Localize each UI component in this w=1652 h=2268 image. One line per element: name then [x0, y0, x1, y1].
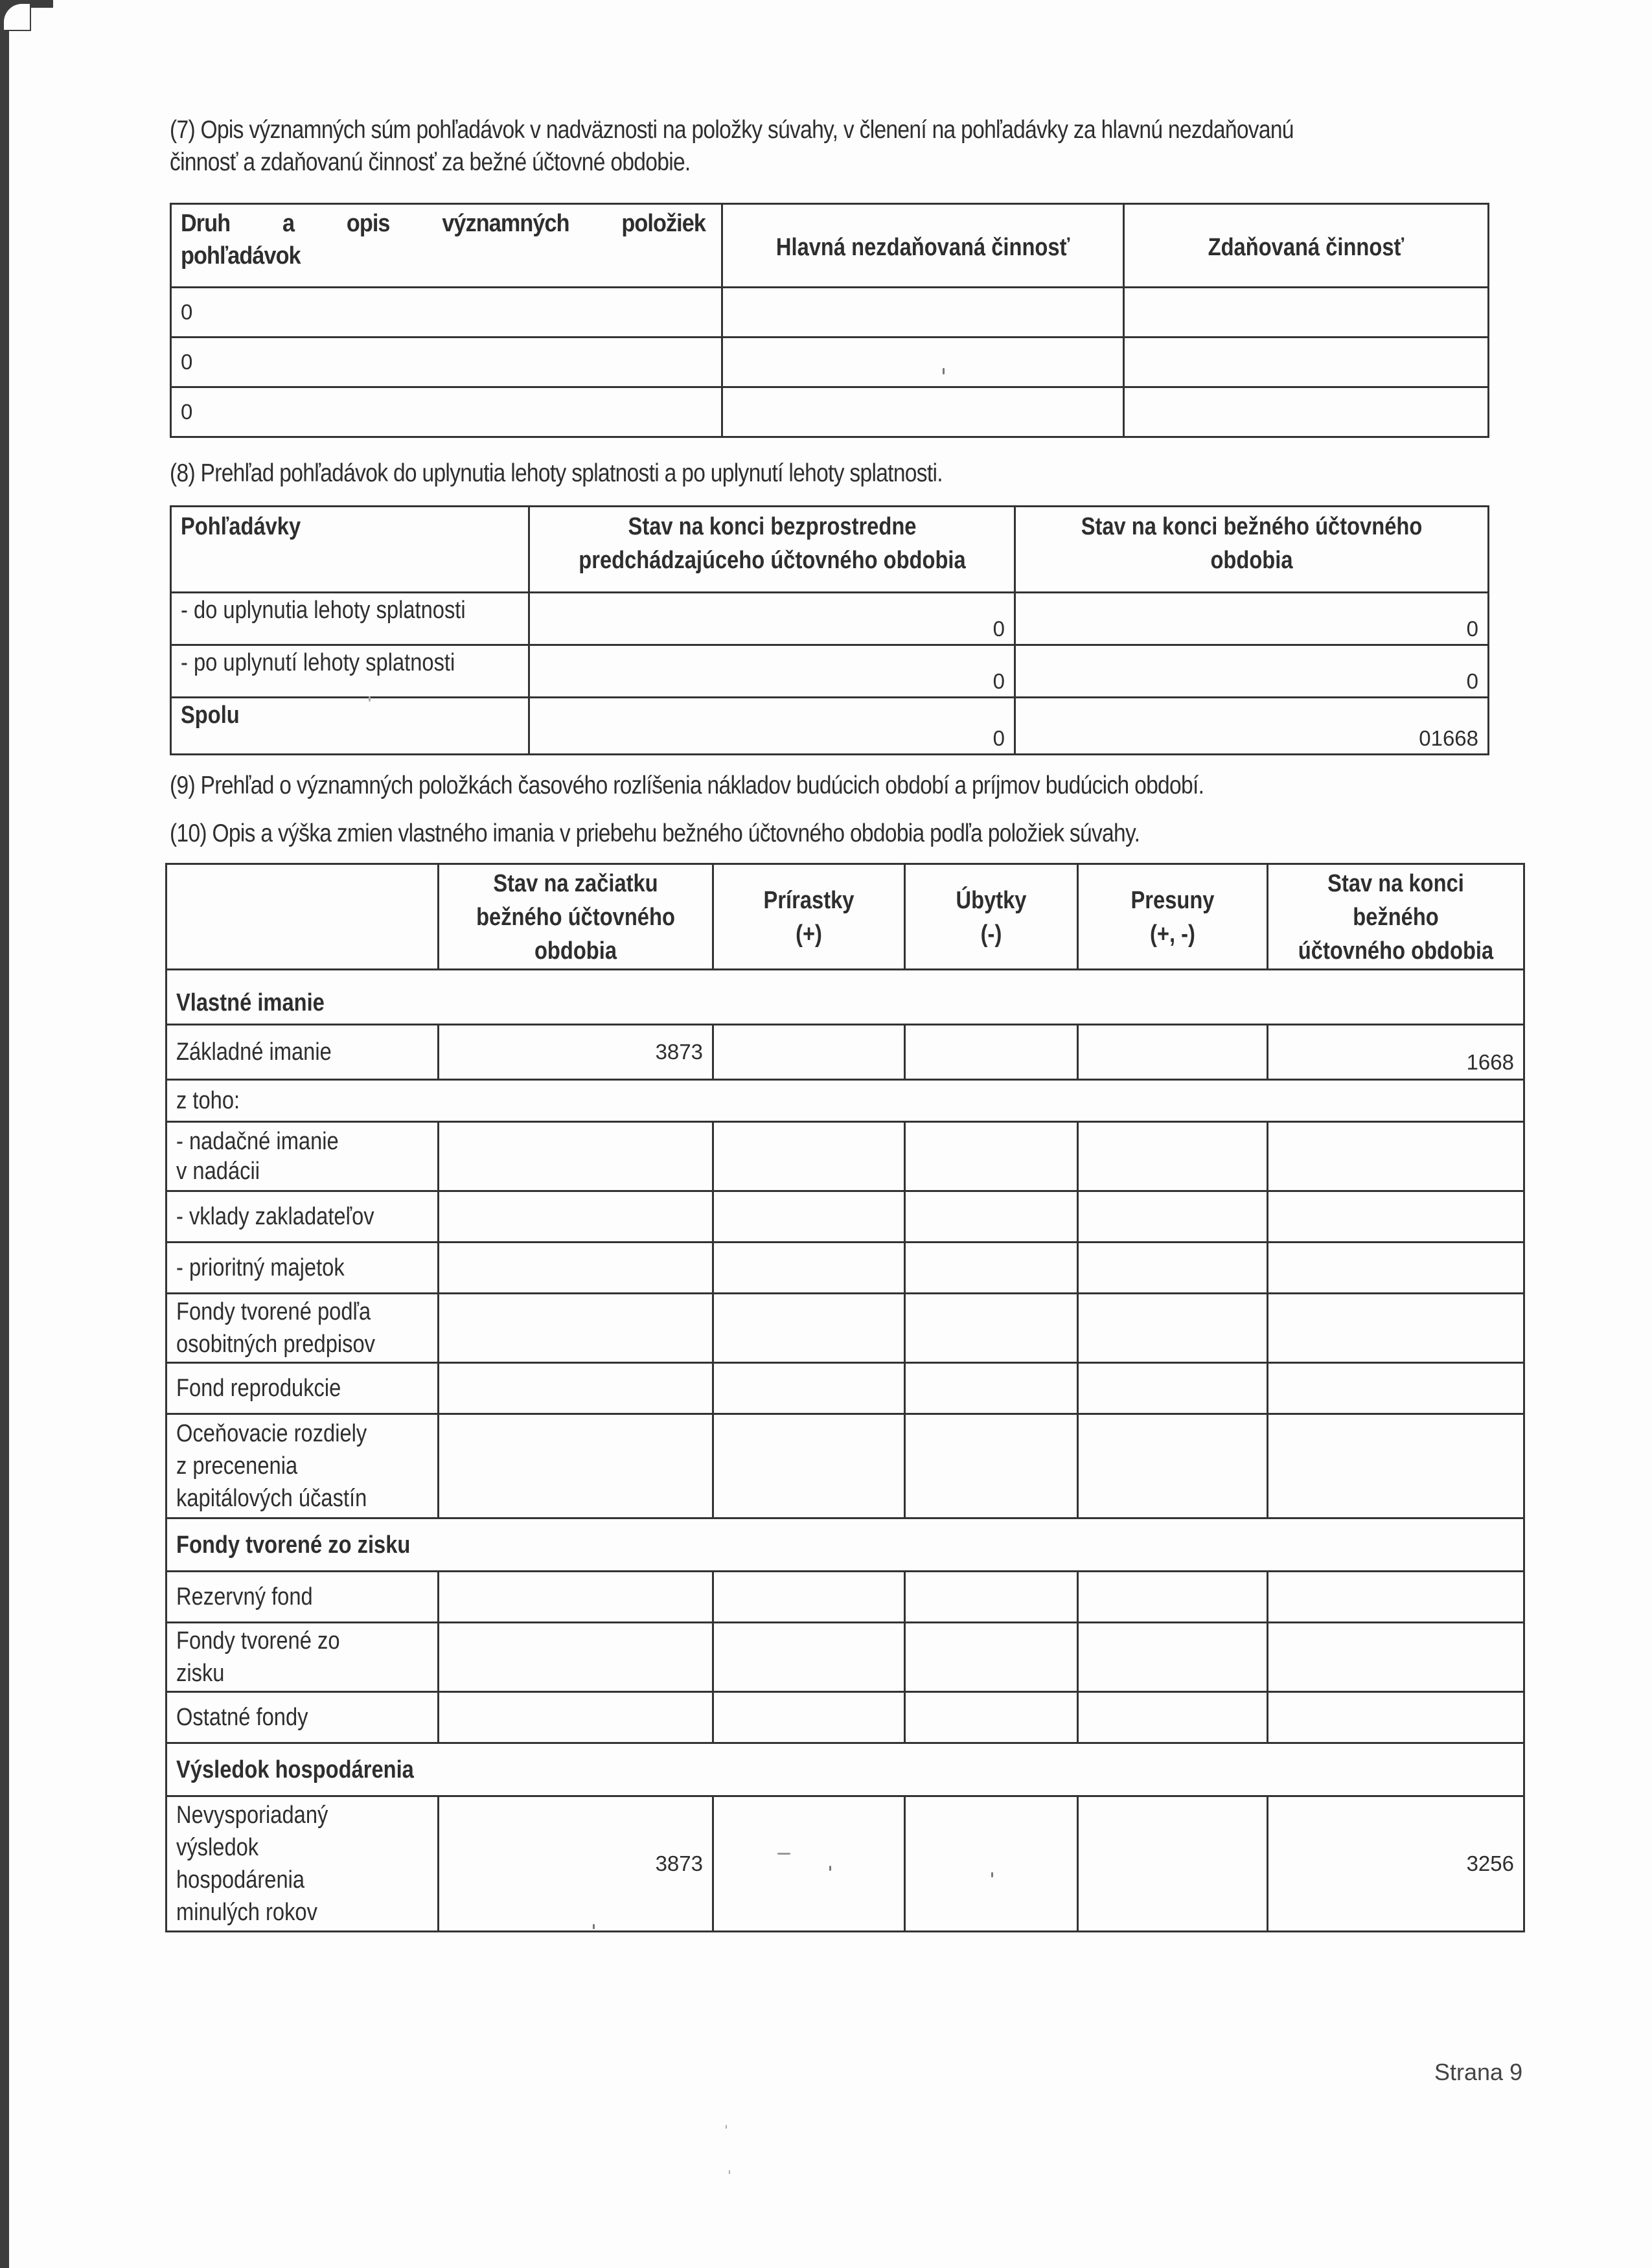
table-row [166, 1122, 1524, 1191]
cell-start [439, 1122, 713, 1191]
table-cell: 01668 [1015, 698, 1489, 755]
cell-additions [713, 1796, 905, 1932]
cell-transfers [1078, 1191, 1268, 1243]
row-label: - vklady zakladateľov [166, 1191, 439, 1243]
cell-reductions [905, 1294, 1078, 1363]
table-cell [722, 387, 1124, 437]
cell-additions [713, 1414, 905, 1518]
table-row [171, 645, 1489, 698]
cell-start: 3873 [439, 1796, 713, 1932]
row-label: Fondy tvorené zo zisku [166, 1623, 439, 1692]
section-row-equity [166, 970, 1524, 1025]
row-label: - nadačné imanie v nadácii [166, 1122, 439, 1191]
cell-reductions [905, 1191, 1078, 1243]
table-row [166, 1414, 1524, 1518]
cell-additions [713, 1572, 905, 1623]
table-cell: 0 [1015, 645, 1489, 698]
cell-additions [713, 1243, 905, 1294]
header-cell: Zdaňovaná činnosť [1124, 204, 1489, 288]
cell-reductions [905, 1572, 1078, 1623]
section-label: Fondy tvorené zo zisku [166, 1518, 1524, 1572]
cell-start [439, 1294, 713, 1363]
header-cell: Stav na konci bežného účtovného obdobia [1015, 507, 1489, 593]
table-cell: 0 [171, 338, 722, 387]
section-label: Vlastné imanie [166, 970, 1524, 1025]
cell-end [1268, 1623, 1524, 1692]
table-row [171, 338, 1489, 387]
cell-reductions [905, 1122, 1078, 1191]
row-label: Fond reprodukcie [166, 1363, 439, 1414]
section-label: Výsledok hospodárenia [166, 1743, 1524, 1796]
cell-additions [713, 1191, 905, 1243]
row-label: Oceňovacie rozdiely z precenenia kapitálových účastín [166, 1414, 439, 1518]
row-label: z toho: [166, 1080, 1524, 1122]
cell-start [439, 1623, 713, 1692]
cell-reductions [905, 1623, 1078, 1692]
row-label: - prioritný majetok [166, 1243, 439, 1294]
table-row [166, 1080, 1524, 1122]
cell-additions [713, 1025, 905, 1080]
cell-end [1268, 1572, 1524, 1623]
cell-start [439, 1414, 713, 1518]
table-row [166, 1623, 1524, 1692]
cell-additions [713, 1623, 905, 1692]
section-row-result [166, 1743, 1524, 1796]
cell-end [1268, 1692, 1524, 1743]
page-number: Strana 9 [1434, 2059, 1523, 2085]
header-cell: Pohľadávky [171, 507, 529, 593]
header-cell-end: Stav na konci bežného účtovného obdobia [1268, 864, 1524, 970]
cell-start [439, 1572, 713, 1623]
table-row [171, 593, 1489, 645]
cell-reductions [905, 1414, 1078, 1518]
cell-end: 1668 [1268, 1025, 1524, 1080]
table-row [166, 1363, 1524, 1414]
cell-end [1268, 1191, 1524, 1243]
cell-transfers [1078, 1414, 1268, 1518]
table-row [166, 1692, 1524, 1743]
table-cell: - do uplynutia lehoty splatnosti [171, 593, 529, 645]
cell-reductions [905, 1796, 1078, 1932]
row-label: Základné imanie [166, 1025, 439, 1080]
row-label: Nevysporiadaný výsledok hospodárenia minulých rokov [166, 1796, 439, 1932]
table-row [166, 1796, 1524, 1932]
cell-transfers [1078, 1294, 1268, 1363]
section-row-profit-funds [166, 1518, 1524, 1572]
header-cell-additions: Prírastky (+) [713, 864, 905, 970]
equity-changes-table [165, 863, 1525, 1932]
cell-end [1268, 1243, 1524, 1294]
cell-reductions [905, 1243, 1078, 1294]
row-label: Rezervný fond [166, 1572, 439, 1623]
table-row [171, 698, 1489, 755]
cell-additions [713, 1122, 905, 1191]
table-header-row [166, 864, 1524, 970]
header-cell: Hlavná nezdaňovaná činnosť [722, 204, 1124, 288]
table-cell [1124, 338, 1489, 387]
table-cell: - po uplynutí lehoty splatnosti [171, 645, 529, 698]
section7-heading-line2: činnosť a zdaňovanú činnosť za bežné účtovné obdobie. [170, 148, 691, 176]
table-row [166, 1191, 1524, 1243]
cell-end [1268, 1122, 1524, 1191]
table-cell [1124, 288, 1489, 338]
table-cell: 0 [171, 387, 722, 437]
cell-start [439, 1243, 713, 1294]
table-row [171, 288, 1489, 338]
section8-heading: (8) Prehľad pohľadávok do uplynutia lehoty splatnosti a po uplynutí lehoty splatnosti. [170, 459, 943, 487]
cell-additions [713, 1692, 905, 1743]
table-header-row [171, 507, 1489, 593]
table-row [166, 1294, 1524, 1363]
cell-transfers [1078, 1122, 1268, 1191]
table-cell: Spolu [171, 698, 529, 755]
receivables-maturity-table [170, 505, 1489, 755]
section7-heading-line1: (7) Opis významných súm pohľadávok v nadväznosti na položky súvahy, v členení na pohľadávky za hlavnú nezdaňovanú [170, 116, 1294, 144]
header-cell-start: Stav na začiatku bežného účtovného obdobia [439, 864, 713, 970]
cell-end [1268, 1414, 1524, 1518]
cell-start [439, 1191, 713, 1243]
cell-end [1268, 1294, 1524, 1363]
cell-transfers [1078, 1692, 1268, 1743]
header-cell-transfers: Presuny (+, -) [1078, 864, 1268, 970]
cell-transfers [1078, 1363, 1268, 1414]
row-label: Ostatné fondy [166, 1692, 439, 1743]
table-header-row [171, 204, 1489, 288]
table-cell: 0 [171, 288, 722, 338]
table-row [171, 387, 1489, 437]
cell-end: 3256 [1268, 1796, 1524, 1932]
cell-start [439, 1363, 713, 1414]
table-cell: 0 [529, 645, 1015, 698]
cell-transfers [1078, 1243, 1268, 1294]
table-cell [722, 288, 1124, 338]
cell-transfers [1078, 1025, 1268, 1080]
cell-additions [713, 1363, 905, 1414]
section9-heading: (9) Prehľad o významných položkách časového rozlíšenia nákladov budúcich období a príjmov budúcich období. [170, 772, 1204, 799]
cell-reductions [905, 1363, 1078, 1414]
header-cell-empty [166, 864, 439, 970]
header-cell: Stav na konci bezprostredne predchádzajúceho účtovného obdobia [529, 507, 1015, 593]
row-label: Fondy tvorené podľa osobitných predpisov [166, 1294, 439, 1363]
section10-heading: (10) Opis a výška zmien vlastného imania v priebehu bežného účtovného obdobia podľa položiek súvahy. [170, 819, 1140, 847]
table-row [166, 1572, 1524, 1623]
cell-start [439, 1692, 713, 1743]
table-row [166, 1025, 1524, 1080]
table-cell: 0 [529, 698, 1015, 755]
table-row [166, 1243, 1524, 1294]
cell-transfers [1078, 1572, 1268, 1623]
receivables-breakdown-table [170, 203, 1489, 438]
cell-transfers [1078, 1623, 1268, 1692]
cell-transfers [1078, 1796, 1268, 1932]
header-cell-reductions: Úbytky (-) [905, 864, 1078, 970]
section7-heading [170, 114, 1504, 179]
table-cell: 0 [529, 593, 1015, 645]
table-cell [1124, 387, 1489, 437]
cell-end [1268, 1363, 1524, 1414]
header-cell: Druh a opis významných položiek pohľadávok [171, 204, 722, 288]
cell-reductions [905, 1025, 1078, 1080]
cell-start: 3873 [439, 1025, 713, 1080]
cell-reductions [905, 1692, 1078, 1743]
table-cell: 0 [1015, 593, 1489, 645]
table-cell [722, 338, 1124, 387]
cell-additions [713, 1294, 905, 1363]
